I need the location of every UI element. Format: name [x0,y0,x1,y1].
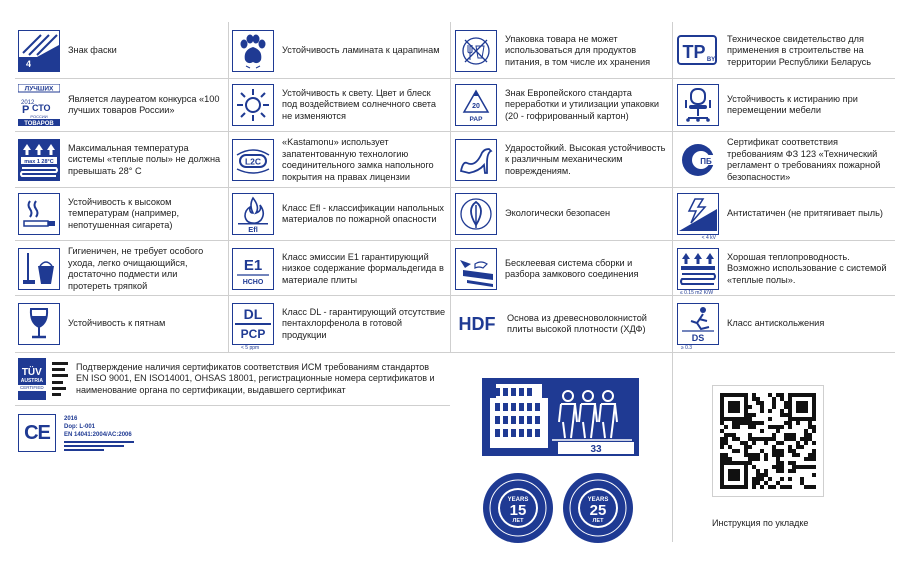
svg-text:E1: E1 [243,257,263,274]
tuv-certificate [18,356,443,402]
feature-hygienic [18,245,223,293]
svg-text:Efl: Efl [248,225,258,233]
feature-fire-cert [677,136,892,184]
glueless-lock-icon [455,248,497,290]
feature-scratch [232,28,446,74]
svg-text:HCHO: HCHO [242,279,264,286]
tuv-text: Подтверждение наличия сертификатов соответствия ИСМ требованиям стандартов EN ISO 9001, EN ISO14001, OHSAS 18001, регистрационные номера сертификатов и наименование органа по сертификации, выдавшего сертификат [76,361,435,395]
feature-l2c [232,136,446,184]
thermal-note: ≤ 0.15 m2 K/W [680,290,714,296]
svg-text:ЛЕТ: ЛЕТ [592,518,604,524]
feature-chamfer [18,28,223,74]
ce-info: 2016 Dop: L-001 EN 14041:2004/AC:2006 [64,415,134,451]
svg-text:ПБ: ПБ [700,157,712,166]
chamfer-badge: 4 [26,59,32,69]
warranty-badge-15 [482,472,554,544]
svg-text:PAP: PAP [469,116,483,123]
fire-efl-icon [232,193,274,235]
svg-text:ЛЕТ: ЛЕТ [512,518,524,524]
feature-text: Гигиеничен, не требует особого ухода, легко очищающийся, достаточно подмести или протереть тряпкой [68,246,204,291]
feature-text: Класс Efl - классификации напольных материалов по пожарной опасности [282,202,444,224]
best-goods-russia-logo [18,84,60,126]
feature-text: «Kastamonu» использует запатентованную технологию соединительного замка напольного покрытия на правах лицензии [282,137,434,182]
feature-text: Бесклеевая система сборки и разбора замкового соединения [505,257,639,279]
feature-tr-by [677,28,892,74]
svg-text:YEARS: YEARS [587,497,609,503]
wine-glass-icon [18,303,60,345]
feature-text: Знак Европейского стандарта переработки и утилизации упаковки (20 - гофрированный картон) [505,87,660,121]
feature-cigarette [18,191,223,237]
tr-by-icon [677,30,719,72]
antistatic-icon [677,193,719,241]
svg-text:PCP: PCP [240,327,266,341]
feature-dl [232,300,446,351]
feature-text: Ударостойкий. Высокая устойчивость к различным механическим повреждениям. [505,142,666,176]
feature-anti-slip [677,300,892,351]
mop-bucket-icon [18,248,60,290]
svg-text:Р: Р [22,104,30,116]
feature-text: Устойчивость к пятнам [68,318,166,329]
warranty-badge-25 [562,472,634,544]
heated-floor-icon [18,139,60,181]
feature-light [232,82,446,128]
anti-slip-icon [677,303,719,351]
high-heel-icon [455,139,497,181]
feature-glueless [455,245,668,293]
svg-text:25: 25 [589,502,607,519]
feature-no-food [455,28,668,74]
feature-text: Сертификат соответствия требованиям ФЗ 123 «Технический регламент о требованиях пожарной безопасности» [727,137,881,182]
svg-text:ЛУЧШИХ: ЛУЧШИХ [24,85,54,93]
svg-text:СТО: СТО [32,103,51,113]
dl-pcp-icon [232,303,274,351]
usage-class-33-badge [482,378,639,456]
svg-text:L2C: L2C [244,156,262,167]
feature-antistatic [677,191,892,241]
feature-impact [455,136,668,184]
feature-thermal [677,245,892,296]
feature-text: Устойчивость к истиранию при перемещении мебели [727,93,858,115]
feature-recycle [455,82,668,128]
feature-e1 [232,245,446,293]
no-food-icon [455,30,497,72]
svg-text:20: 20 [472,103,480,110]
sun-icon [232,84,274,126]
feature-text: Максимальная температура системы «теплые полы» не должна превышать 28° С [68,142,221,176]
feature-max-heated-floor [18,136,223,184]
dl-ppm-note: < 5 ppm [241,345,260,351]
svg-text:15: 15 [509,502,527,519]
installation-qr-code[interactable] [712,385,824,497]
svg-text:max 1 28°C: max 1 28°C [24,159,54,165]
svg-text:РОССИИ: РОССИИ [30,114,48,119]
feature-text: Антистатичен (не притягивает пыль) [727,208,883,219]
svg-text:BY: BY [706,57,716,63]
feature-best-goods [18,82,223,128]
cigarette-icon [18,193,60,235]
feature-text: Класс антискольжения [727,318,825,329]
svg-text:2012: 2012 [21,100,35,106]
feature-text: Знак фаски [68,45,117,56]
leaf-icon [455,193,497,235]
feature-text: Основа из древесноволокнистой плиты высокой плотности (ХДФ) [507,312,647,334]
antistatic-note: < 4 kV [701,235,716,241]
feature-text: Устойчивость к высокoм температурам (например, непотушенная сигарета) [68,196,180,230]
thermal-conductivity-icon [677,248,719,296]
e1-icon [232,248,274,290]
svg-text:YEARS: YEARS [507,497,529,503]
feature-eco [455,191,668,237]
usage-class-label: 33 [590,444,602,455]
feature-abrasion [677,82,892,128]
fire-safety-cert-icon [677,139,719,181]
l2c-lock-icon [232,139,274,181]
feature-text: Устойчивость ламината к царапинам [282,45,440,56]
feature-text: Устойчивость к свету. Цвет и блеск под воздействием солнечного света не изменяются [282,87,437,121]
feature-efl [232,191,446,237]
qr-caption: Инструкция по укладке [712,518,809,528]
feature-text: Упаковка товара не может использоваться для продуктов питания, в том числе их хранения [505,33,651,67]
office-chair-icon [677,84,719,126]
feature-text: Экологически безопасен [505,208,611,219]
recycle-pap-icon [455,84,497,126]
feature-text: Является лауреатом конкурса «100 лучших товаров России» [68,93,220,115]
anti-slip-note: ≥ 0.3 [681,345,693,351]
ce-declaration [18,410,228,456]
hdf-icon: HDF [458,313,496,334]
chamfer-icon [18,30,60,72]
feature-text: Хорошая теплопроводность. Возможно использование с системой «теплые полы». [727,251,887,285]
tuv-austria-logo: TÜV AUSTRIA CERTIFIED [18,358,46,400]
feature-hdf [455,300,668,348]
feature-text: Класс DL - гарантирующий отсутствие пентахлорфенола в готовой продукции [282,306,446,340]
svg-text:DS: DS [691,333,705,343]
feature-text: Техническое свидетельство для применения в строительстве на территории Республики Беларусь [727,33,872,67]
ce-mark-icon: CE [18,414,56,452]
tuv-certificate-numbers [52,362,68,396]
svg-text:DL: DL [243,306,263,322]
svg-text:TP: TP [682,42,706,62]
feature-text: Класс эмиссии Е1 гарантирующий низкое содержание формальдегида в материале плиты [282,251,444,285]
svg-text:ТОВАРОВ: ТОВАРОВ [24,121,54,126]
feature-stain-resistance [18,300,223,348]
paw-icon [232,30,274,72]
